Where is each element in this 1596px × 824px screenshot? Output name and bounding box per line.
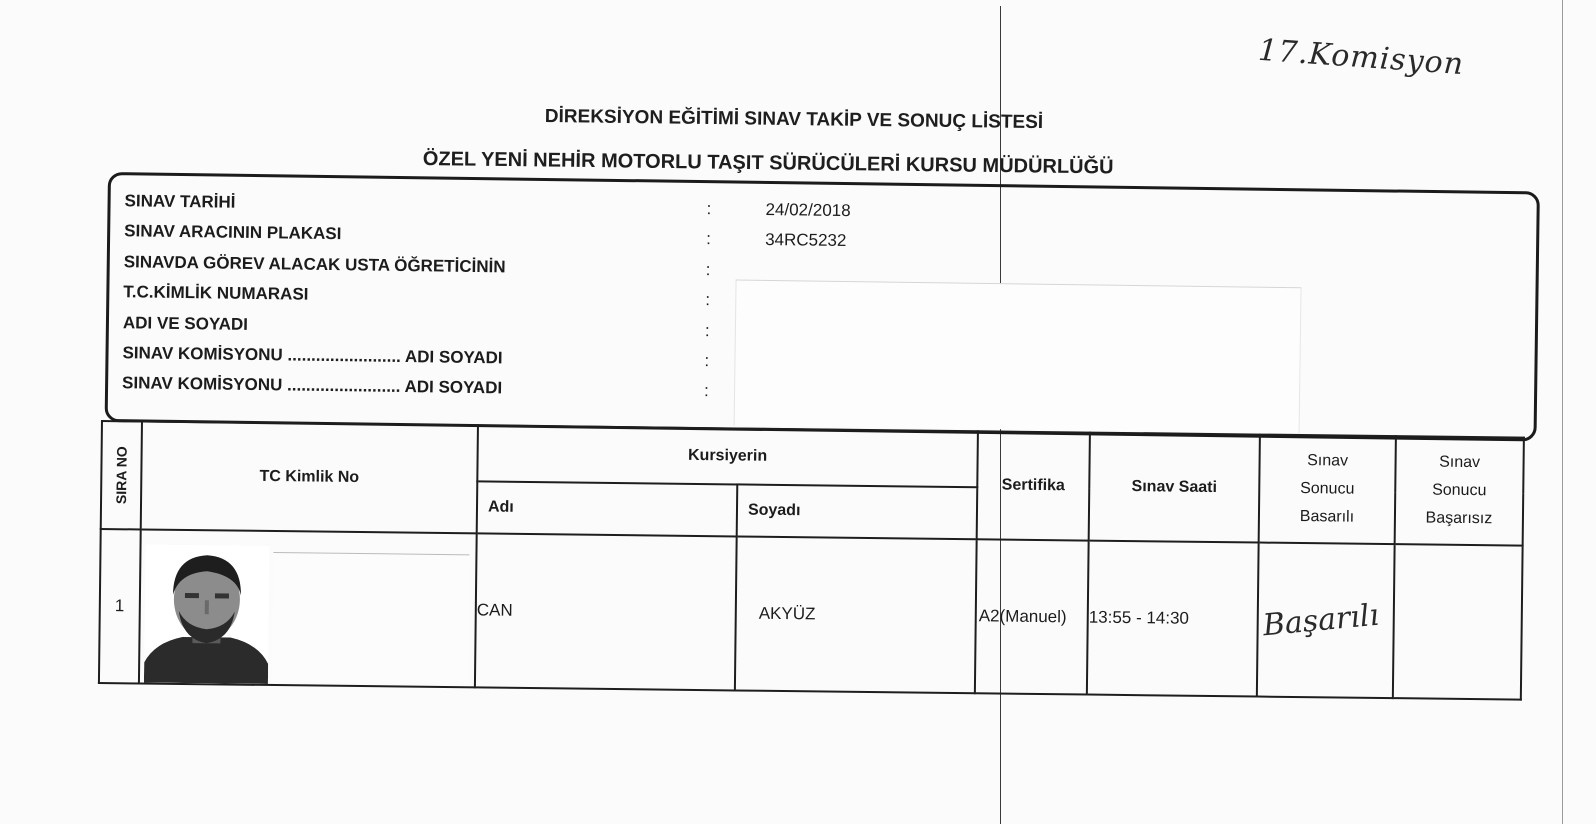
page-edge bbox=[1562, 0, 1563, 824]
cell-sinav-saati: 13:55 - 14:30 bbox=[1087, 541, 1259, 697]
header-line: Sınav bbox=[1439, 453, 1481, 472]
header-line: Sonucu bbox=[1300, 480, 1355, 498]
header-sinav-saati: Sınav Saati bbox=[1089, 433, 1260, 543]
header-line: Sınav bbox=[1307, 452, 1349, 470]
header-line: Başarısız bbox=[1425, 509, 1493, 528]
colon: : bbox=[704, 351, 710, 371]
label-commission-2: SINAV KOMİSYONU ........................ ADI SOYADI bbox=[121, 373, 503, 398]
cell-sertifika: A2(Manuel) bbox=[975, 539, 1089, 694]
colon: : bbox=[706, 199, 712, 219]
handwritten-commission-note: 17.Komisyon bbox=[1257, 32, 1466, 83]
header-sira-no bbox=[101, 421, 142, 529]
handwritten-result: Başarılı bbox=[1261, 597, 1381, 643]
colon: : bbox=[705, 259, 711, 279]
cell-adi: CAN bbox=[475, 533, 737, 690]
header-kursiyerin: Kursiyerin bbox=[477, 425, 978, 487]
colon: : bbox=[706, 229, 712, 249]
results-table bbox=[98, 420, 1525, 701]
label-exam-date: SINAV TARİHİ bbox=[124, 191, 236, 212]
label-commission-1: SINAV KOMİSYONU ........................ ADI SOYADI bbox=[122, 343, 503, 368]
photo-area bbox=[140, 530, 476, 686]
header-line: Basarılı bbox=[1299, 508, 1355, 526]
label-name-surname: ADI VE SOYADI bbox=[122, 312, 249, 334]
header-line: Sonucu bbox=[1432, 481, 1487, 500]
label-vehicle-plate: SINAV ARACININ PLAKASI bbox=[124, 221, 342, 244]
header-soyadi: Soyadı bbox=[737, 484, 978, 539]
redacted-area bbox=[734, 280, 1302, 434]
header-tc-kimlik-no: TC Kimlik No bbox=[141, 421, 478, 533]
document-title: DİREKSİYON EĞİTİMİ SINAV TAKİP VE SONUÇ LİSTESİ bbox=[544, 106, 1044, 134]
colon: : bbox=[705, 290, 711, 310]
label-tc-number: T.C.KİMLİK NUMARASI bbox=[123, 282, 309, 304]
header-adi: Adı bbox=[477, 481, 738, 536]
colon: : bbox=[703, 381, 709, 401]
colon: : bbox=[704, 320, 710, 340]
label-instructor: SINAVDA GÖREV ALACAK USTA ÖĞRETİCİNİN bbox=[123, 252, 506, 277]
redacted-tc-number bbox=[272, 552, 469, 683]
cell-sira: 1 bbox=[99, 529, 141, 683]
header-sonuc-basarisiz bbox=[1395, 436, 1524, 545]
cell-sonuc-basarisiz bbox=[1393, 544, 1523, 699]
info-values bbox=[765, 200, 851, 262]
cell-sonuc-basarili bbox=[1257, 543, 1395, 699]
header-sonuc-basarili bbox=[1259, 435, 1396, 545]
vehicle-plate-value: 34RC5232 bbox=[765, 230, 847, 251]
table-row bbox=[99, 529, 1523, 700]
cell-tc-kimlik bbox=[139, 529, 477, 687]
cell-soyadi: AKYÜZ bbox=[735, 536, 977, 693]
person-photo bbox=[144, 545, 270, 684]
header-sira-no-text: SIRA NO bbox=[113, 446, 130, 505]
exam-info-box bbox=[105, 172, 1540, 441]
header-sertifika: Sertifika bbox=[977, 431, 1090, 540]
organization-title: ÖZEL YENİ NEHİR MOTORLU TAŞIT SÜRÜCÜLERİ KURSU MÜDÜRLÜĞÜ bbox=[422, 148, 1114, 179]
exam-date-value: 24/02/2018 bbox=[765, 199, 851, 221]
info-labels bbox=[122, 191, 507, 409]
info-colons bbox=[704, 199, 712, 412]
